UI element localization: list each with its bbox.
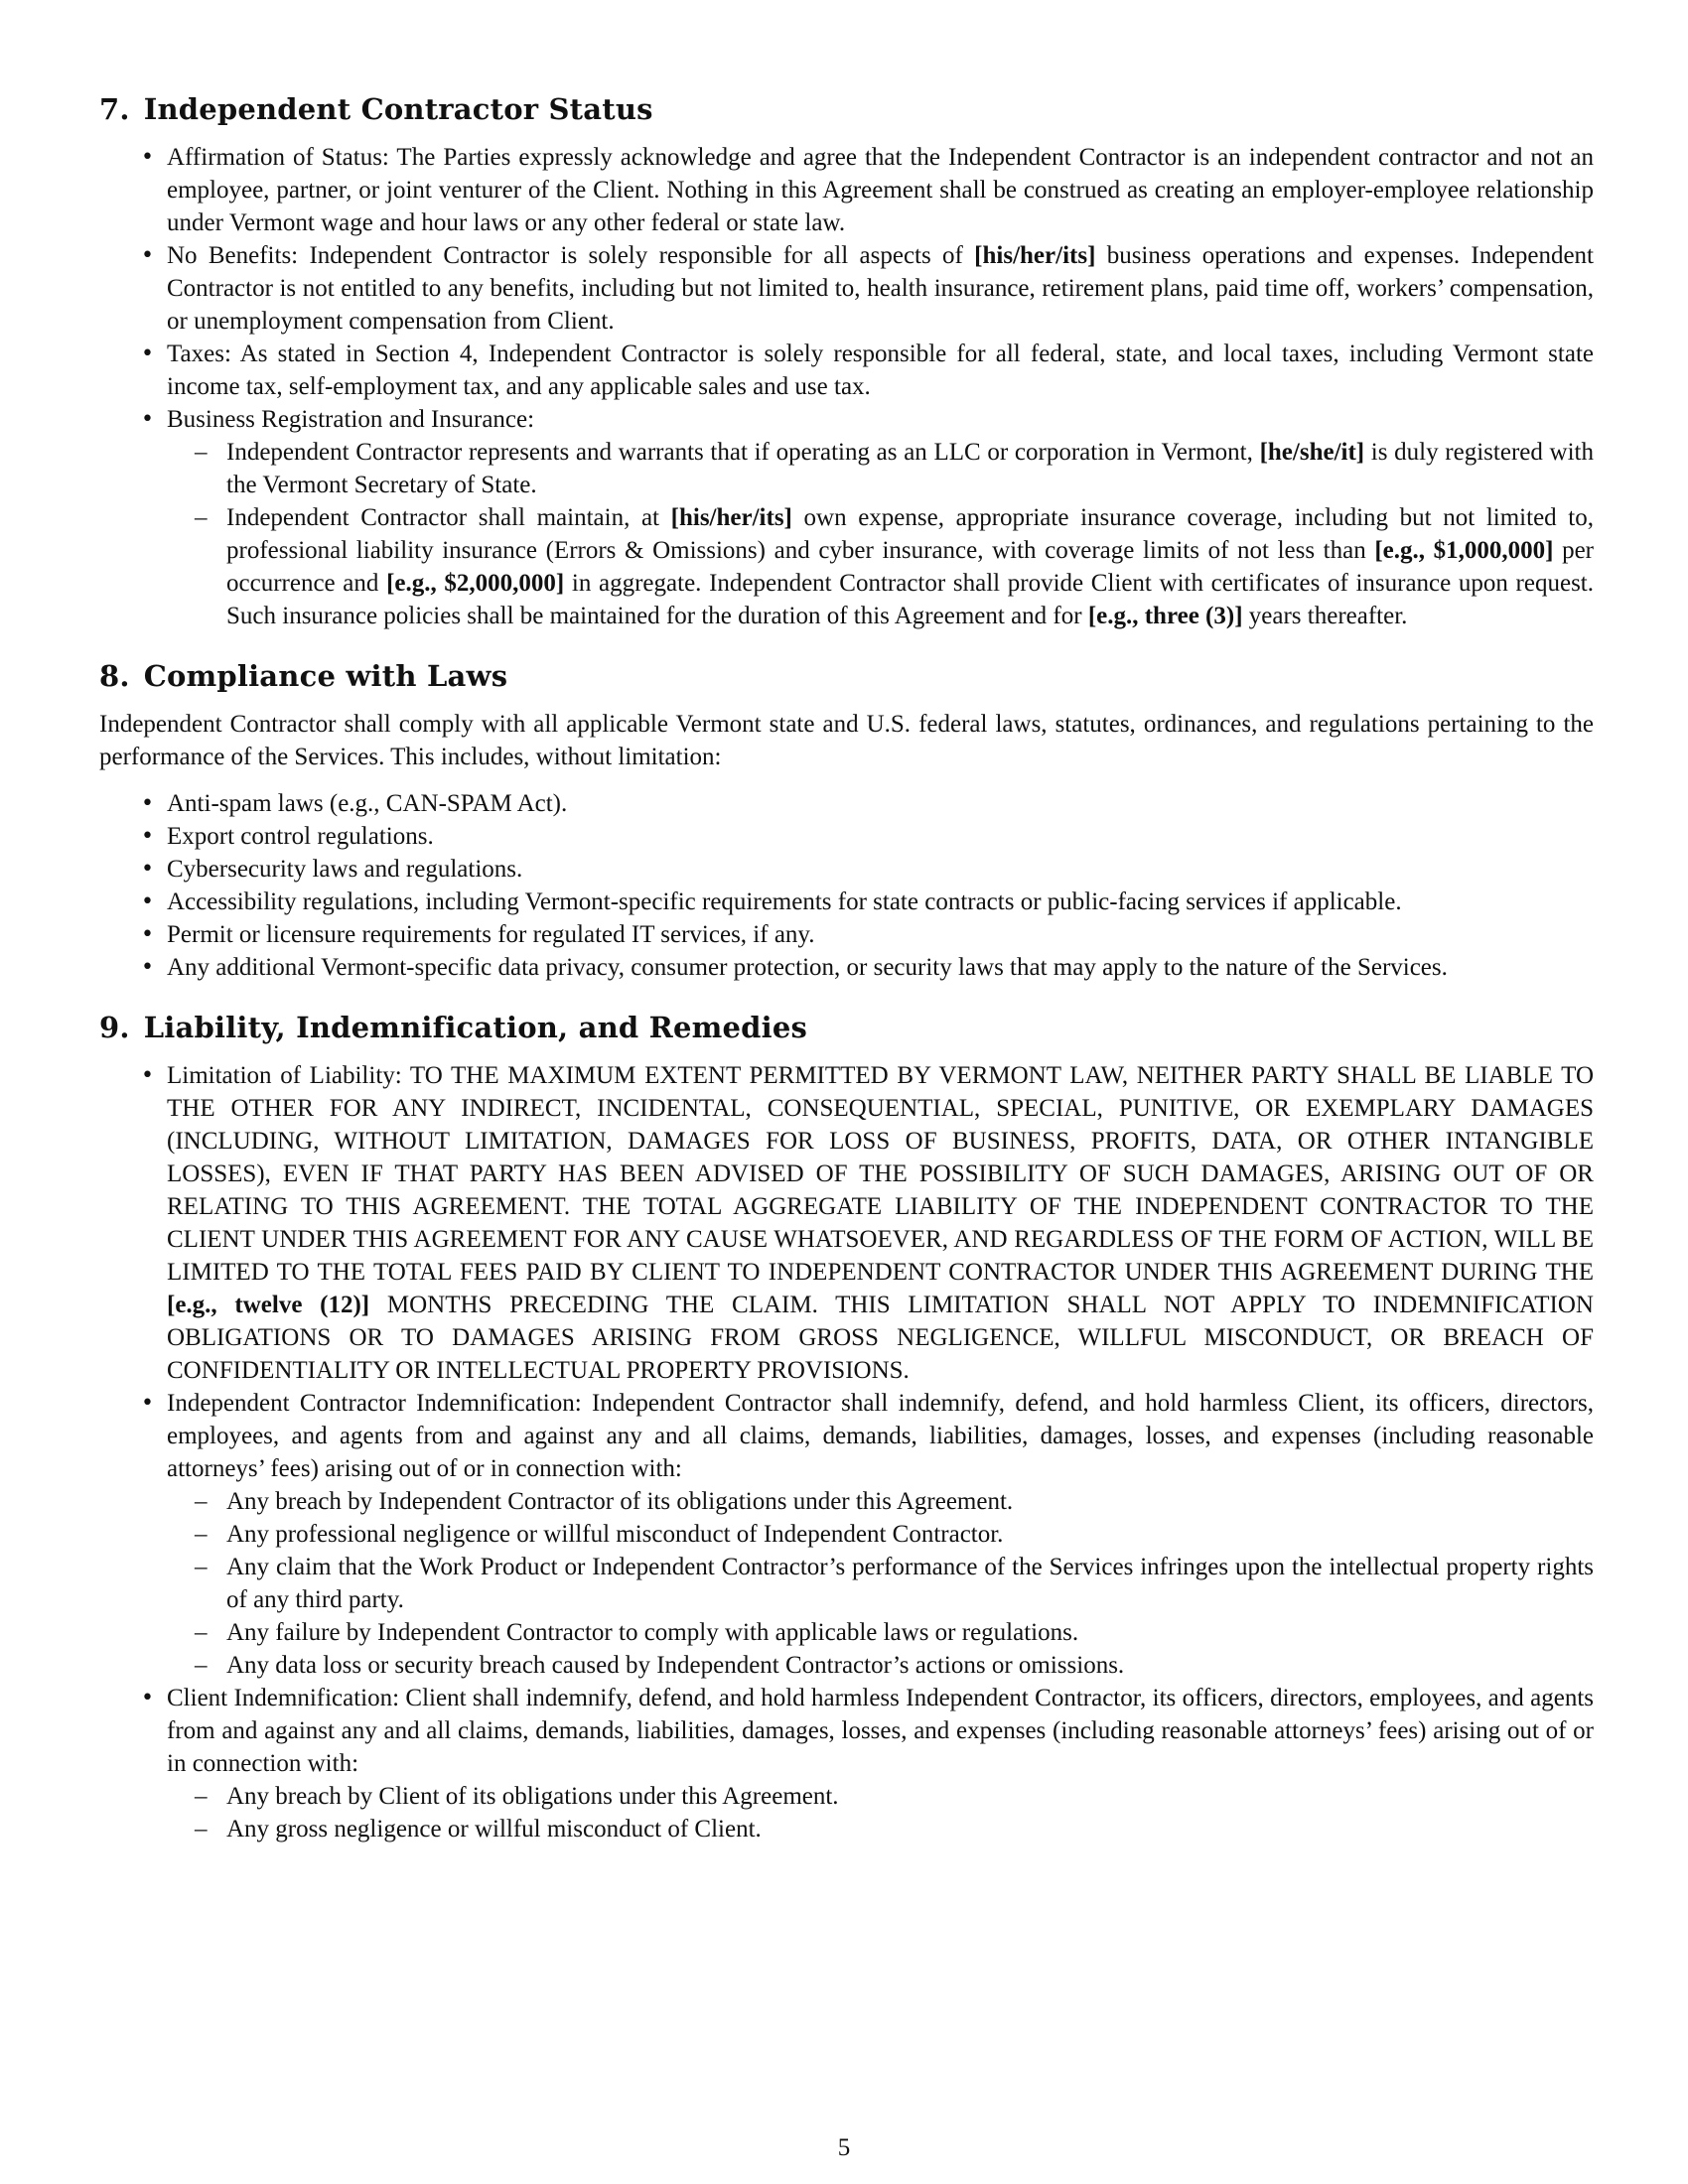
- sub-list-item: [226, 501, 1594, 632]
- sub-list-item: – Any data loss or security breach caused by Independent Contractor’s actions or omissions.: [226, 1649, 1594, 1682]
- section-heading: [99, 91, 1594, 127]
- text-run: No Benefits: Independent Contractor is solely responsible for all aspects of: [167, 242, 975, 269]
- text-run: Independent Contractor shall maintain, at: [226, 504, 671, 531]
- section-intro: Independent Contractor shall comply with all applicable Vermont state and U.S. federal laws, statutes, ordinances, and regulations pertaining to the performance of the Services. This includes, without limitation:: [99, 711, 1594, 770]
- placeholder-text: [his/her/its]: [974, 242, 1096, 269]
- placeholder-text: [e.g., $1,000,000]: [1374, 537, 1554, 564]
- section-heading: [99, 658, 1594, 694]
- section-title: Compliance with Laws: [143, 659, 508, 693]
- bullet-list: [99, 787, 1594, 984]
- document-page: [99, 91, 1594, 1871]
- list-item: • Anti-spam laws (e.g., CAN-SPAM Act).: [167, 787, 1594, 820]
- placeholder-text: [his/her/its]: [670, 504, 792, 531]
- sub-list: [167, 1780, 1594, 1845]
- text-run: years thereafter.: [1242, 603, 1408, 629]
- list-item: [167, 1682, 1594, 1845]
- list-item: [167, 1387, 1594, 1682]
- sub-list-item: [226, 436, 1594, 501]
- placeholder-text: [e.g., twelve (12)]: [167, 1292, 370, 1318]
- text-run: MONTHS PRECEDING THE CLAIM. THIS LIMITATION SHALL NOT APPLY TO INDEMNIFICATION OBLIGATIONS OR TO DAMAGES ARISING FROM GROSS NEGLIGENCE, WILLFUL MISCONDUCT, OR BREACH OF CONFIDENTIALITY OR INTELLECTUAL PROPERTY PROVISIONS.: [167, 1292, 1594, 1384]
- list-item: • Affirmation of Status: The Parties expressly acknowledge and agree that the Independent Contractor is an independent contractor and not an employee, partner, or joint venturer of the Client. Nothing in this Agreement shall be construed as creating an employer-employee relationship under Vermont wage and hour laws or any other federal or state law.: [167, 141, 1594, 239]
- text-run: Client Indemnification: Client shall indemnify, defend, and hold harmless Independent Contractor, its officers, directors, employees, and agents from and against any and all claims, demands, liabilities, damages, losses, and expenses (including reasonable attorneys’ fees) arising out of or in connection with:: [167, 1685, 1594, 1777]
- page-number: 5: [837, 2134, 851, 2161]
- text-run: Limitation of Liability: TO THE MAXIMUM EXTENT PERMITTED BY VERMONT LAW, NEITHER PARTY SHALL BE LIABLE TO THE OTHER FOR ANY INDIRECT, INCIDENTAL, CONSEQUENTIAL, SPECIAL, PUNITIVE, OR EXEMPLARY DAMAGES (INCLUDING, WITHOUT LIMITATION, DAMAGES FOR LOSS OF BUSINESS, PROFITS, DATA, OR OTHER INTANGIBLE LOSSES), EVEN IF THAT PARTY HAS BEEN ADVISED OF THE POSSIBILITY OF SUCH DAMAGES, ARISING OUT OF OR RELATING TO THIS AGREEMENT. THE TOTAL AGGREGATE LIABILITY OF THE INDEPENDENT CONTRACTOR TO THE CLIENT UNDER THIS AGREEMENT FOR ANY CAUSE WHATSOEVER, AND REGARDLESS OF THE FORM OF ACTION, WILL BE LIMITED TO THE TOTAL FEES PAID BY CLIENT TO INDEPENDENT CONTRACTOR UNDER THIS AGREEMENT DURING THE: [167, 1062, 1594, 1286]
- section-number: 8.: [99, 659, 130, 693]
- section-9: [99, 1010, 1594, 1845]
- placeholder-text: [e.g., three (3)]: [1087, 603, 1243, 629]
- sub-list-item: – Any professional negligence or willful misconduct of Independent Contractor.: [226, 1518, 1594, 1551]
- list-item: • Export control regulations.: [167, 820, 1594, 853]
- text-run: is duly registered with the Vermont Secretary of State.: [226, 439, 1594, 498]
- sub-list: [167, 1485, 1594, 1682]
- bullet-list: [99, 141, 1594, 632]
- list-item: [167, 239, 1594, 338]
- bullet-list: [99, 1059, 1594, 1845]
- text-run: per occurrence and: [226, 537, 1595, 597]
- sub-list-item: – Any failure by Independent Contractor to comply with applicable laws or regulations.: [226, 1616, 1594, 1649]
- text-run: Independent Contractor represents and warrants that if operating as an LLC or corporation in Vermont,: [226, 439, 1260, 466]
- text-run: business operations and expenses. Independent Contractor is not entitled to any benefits, including but not limited to, health insurance, retirement plans, paid time off, workers’ compensation, or unemployment compensation from Client.: [167, 242, 1594, 335]
- placeholder-text: [e.g., $2,000,000]: [386, 570, 565, 597]
- list-item: • Accessibility regulations, including Vermont-specific requirements for state contracts or public-facing services if applicable.: [167, 886, 1594, 918]
- section-heading: [99, 1010, 1594, 1045]
- section-number: 9.: [99, 1011, 130, 1044]
- sub-list-item: – Any gross negligence or willful misconduct of Client.: [226, 1813, 1594, 1845]
- section-8: [99, 658, 1594, 984]
- sub-list-item: – Any breach by Client of its obligations under this Agreement.: [226, 1780, 1594, 1813]
- text-run: Independent Contractor Indemnification: Independent Contractor shall indemnify, defend, and hold harmless Client, its officers, directors, employees, and agents from and against any and all claims, demands, liabilities, damages, losses, and expenses (including reasonable attorneys’ fees) arising out of or in connection with:: [167, 1390, 1594, 1482]
- section-title: Liability, Indemnification, and Remedies: [143, 1011, 808, 1044]
- section-number: 7.: [99, 92, 130, 126]
- sub-list-item: – Any breach by Independent Contractor of its obligations under this Agreement.: [226, 1485, 1594, 1518]
- list-item: • Permit or licensure requirements for regulated IT services, if any.: [167, 918, 1594, 951]
- list-item: [167, 1059, 1594, 1387]
- list-item: • Taxes: As stated in Section 4, Independent Contractor is solely responsible for all federal, state, and local taxes, including Vermont state income tax, self-employment tax, and any applicable sales and use tax.: [167, 338, 1594, 403]
- list-item: • Any additional Vermont-specific data privacy, consumer protection, or security laws that may apply to the nature of the Services.: [167, 951, 1594, 984]
- section-7: [99, 91, 1594, 632]
- text-run: own expense, appropriate insurance coverage, including but not limited to, professional liability insurance (Errors & Omissions) and cyber insurance, with coverage limits of not less than: [226, 504, 1595, 564]
- placeholder-text: [he/she/it]: [1259, 439, 1365, 466]
- text-run: Business Registration and Insurance:: [167, 406, 535, 433]
- list-item: • Cybersecurity laws and regulations.: [167, 853, 1594, 886]
- text-run: in aggregate. Independent Contractor shall provide Client with certificates of insurance upon request. Such insurance policies shall be maintained for the duration of this Agreement and for: [226, 570, 1594, 629]
- sub-list: [167, 436, 1594, 632]
- section-title: Independent Contractor Status: [143, 92, 653, 126]
- list-item: [167, 403, 1594, 632]
- sub-list-item: – Any claim that the Work Product or Independent Contractor’s performance of the Services infringes upon the intellectual property rights of any third party.: [226, 1551, 1594, 1616]
